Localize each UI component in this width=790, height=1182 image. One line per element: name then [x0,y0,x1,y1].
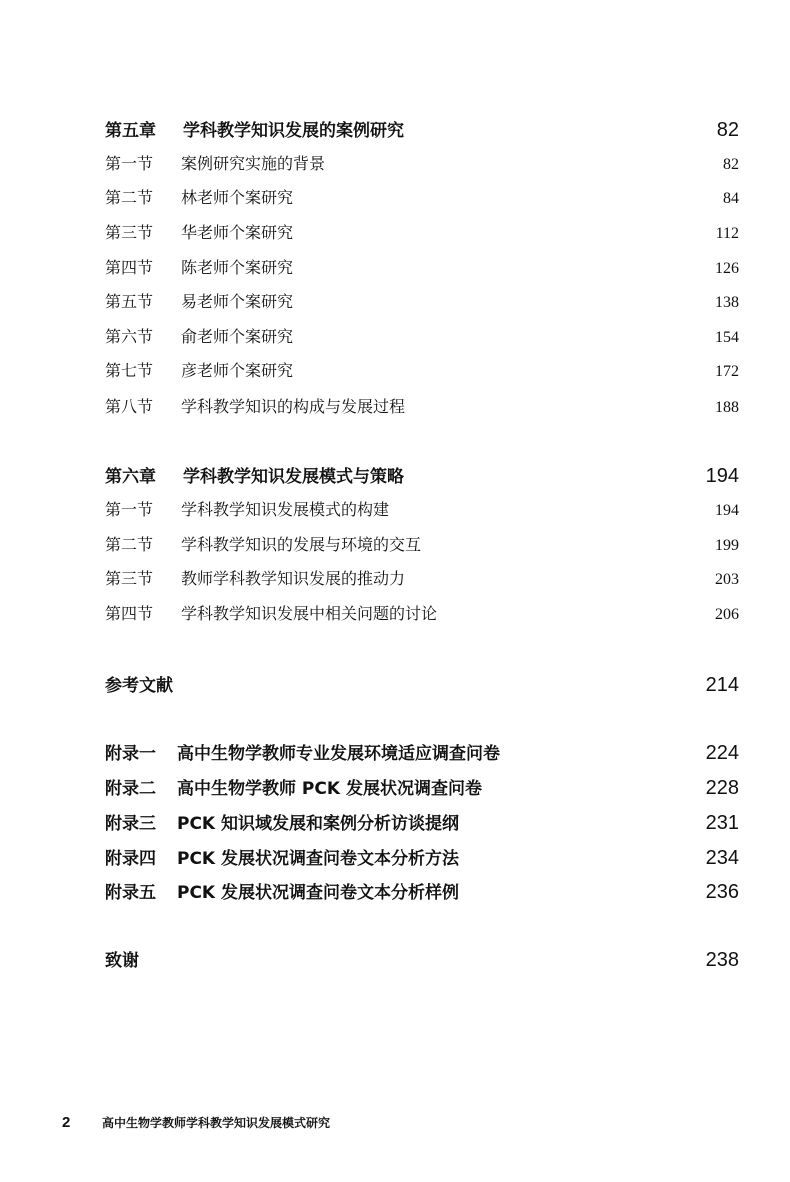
toc-section [105,532,739,555]
chapter-title: 学科教学知识发展模式与策略 [183,467,404,487]
chapter-page: 194 [705,465,739,487]
section-title: 林老师个案研究 [181,188,294,207]
toc-appendix [105,739,739,765]
section-label: 第八节 [105,397,154,416]
section-title: 陈老师个案研究 [181,258,294,277]
appendix-page: 228 [705,777,739,799]
section-title: 俞老师个案研究 [181,327,294,346]
appendix-title: PCK 发展状况调查问卷文本分析样例 [177,883,460,903]
section-label: 第四节 [105,604,154,623]
toc-appendix [105,878,739,904]
chapter-page: 82 [716,119,739,141]
section-title: 易老师个案研究 [181,292,294,311]
chapter-label: 第六章 [105,467,156,487]
section-page: 84 [723,190,739,207]
toc-appendix [105,809,739,835]
section-label: 第一节 [105,154,154,173]
appendix-page: 231 [705,812,739,834]
toc-section [105,324,739,347]
section-page: 188 [715,399,739,416]
appendix-page: 234 [705,847,739,869]
section-label: 第三节 [105,223,154,242]
chapter-title: 学科教学知识发展的案例研究 [183,121,404,141]
section-page: 199 [715,537,739,554]
toc-section [105,220,739,243]
toc-section [105,566,739,589]
folio-page-number: 2 [62,1114,71,1131]
acknowledgements-page: 238 [705,949,739,971]
section-page: 203 [715,571,739,588]
section-page: 194 [715,502,739,519]
toc-acknowledgements [105,946,739,972]
toc-section [105,255,739,278]
appendix-label: 附录二 [105,779,156,799]
section-label: 第二节 [105,535,154,554]
section-page: 82 [723,156,739,173]
toc-chapter-6 [105,462,739,488]
section-label: 第二节 [105,188,154,207]
section-page: 206 [715,606,739,623]
appendix-label: 附录一 [105,744,156,764]
appendix-label: 附录四 [105,849,156,869]
toc-references [105,671,739,697]
section-title: 教师学科教学知识发展的推动力 [181,569,406,588]
chapter-label: 第五章 [105,121,156,141]
section-label: 第六节 [105,327,154,346]
section-page: 154 [715,329,739,346]
appendix-title: PCK 知识域发展和案例分析访谈提纲 [177,814,460,834]
toc-chapter-5 [105,116,739,142]
toc-section [105,151,739,174]
section-page: 112 [715,225,739,242]
page-footer [62,1114,330,1131]
section-label: 第一节 [105,500,154,519]
section-page: 126 [715,260,739,277]
appendix-page: 224 [705,742,739,764]
section-label: 第三节 [105,569,154,588]
toc-section [105,394,739,417]
section-title: 案例研究实施的背景 [181,154,326,173]
references-title: 参考文献 [105,676,173,696]
toc-section [105,185,739,208]
section-title: 学科教学知识的发展与环境的交互 [181,535,422,554]
section-title: 学科教学知识发展中相关问题的讨论 [181,604,438,623]
appendix-label: 附录五 [105,883,156,903]
section-page: 138 [715,294,739,311]
section-title: 华老师个案研究 [181,223,294,242]
appendix-title: 高中生物学教师专业发展环境适应调查问卷 [177,744,500,764]
section-label: 第七节 [105,361,154,380]
section-page: 172 [715,363,739,380]
section-label: 第四节 [105,258,154,277]
appendix-title: 高中生物学教师 PCK 发展状况调查问卷 [177,779,482,799]
acknowledgements-title: 致谢 [105,951,139,971]
section-title: 学科教学知识发展模式的构建 [181,500,390,519]
toc-section [105,601,739,624]
references-page: 214 [705,674,739,696]
section-label: 第五节 [105,292,154,311]
toc-section [105,497,739,520]
appendix-page: 236 [705,881,739,903]
toc-section [105,289,739,312]
running-book-title: 高中生物学教师学科教学知识发展模式研究 [102,1116,331,1130]
toc-section [105,358,739,381]
section-title: 学科教学知识的构成与发展过程 [181,397,406,416]
section-title: 彦老师个案研究 [181,361,294,380]
appendix-title: PCK 发展状况调查问卷文本分析方法 [177,849,460,869]
appendix-label: 附录三 [105,814,156,834]
toc-appendix [105,774,739,800]
toc-appendix [105,844,739,870]
